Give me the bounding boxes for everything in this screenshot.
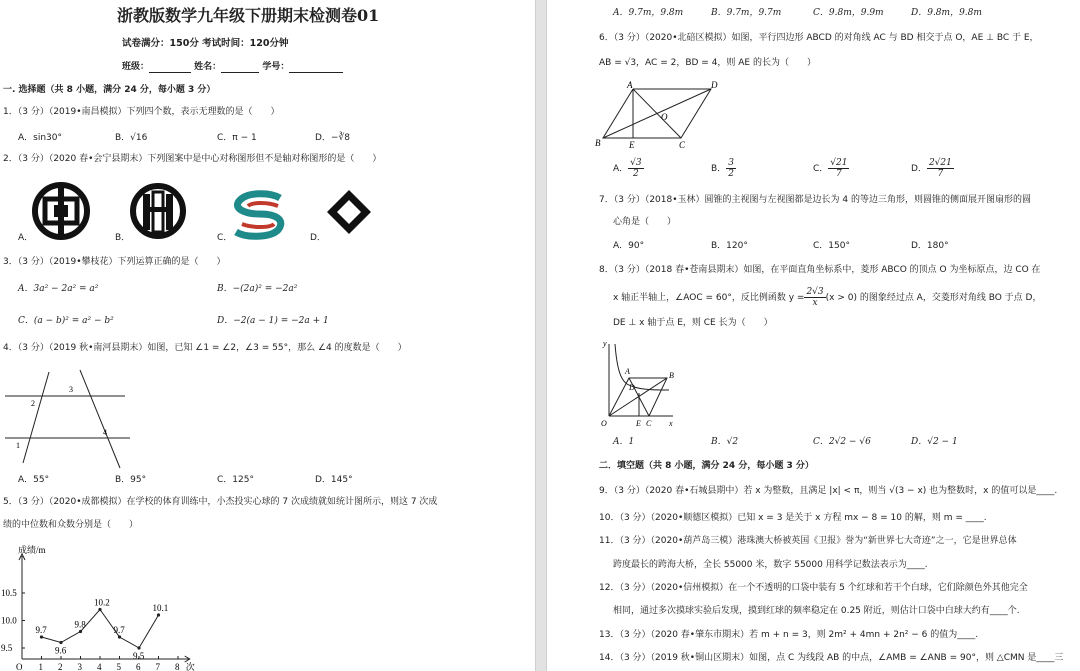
q5-option-a[interactable]: A．9.7m，9.8m [613,8,684,18]
angle-label: 3 [69,385,73,394]
q1-option-b[interactable]: B．√16 [115,133,148,143]
q8-stem-line3: DE ⊥ x 轴于点 E，则 CE 长为（ ） [613,318,773,328]
q7-option-d[interactable]: D．180° [911,241,949,251]
q9-stem: 9．（3 分）（2020 春•石城县期中）若 x 为整数，且满足 |x| < π，则当 √(3 − x) 也为整数时，x 的值可以是____. [599,486,1058,496]
q10-stem: 10．（3 分）（2020•顺德区模拟）已知 x = 3 是关于 x 方程 mx − 8 = 10 的解，则 m = ____. [599,513,987,523]
q3-option-a[interactable]: A．3a² − 2a² = a² [18,284,99,294]
data-point [118,635,121,638]
series-line [42,610,159,649]
point-label: O [661,112,668,122]
q1-option-a[interactable]: A．sin30° [18,133,63,143]
x-tick-label: 3 [77,662,82,671]
x-tick-label: 6 [136,662,141,671]
q5-option-d[interactable]: D．9.8m，9.8m [911,8,982,18]
q1-option-d[interactable]: D．−∛8 [315,133,350,143]
q3-option-d[interactable]: D．−2(a − 1) = −2a + 1 [217,316,329,326]
student-info [122,61,343,73]
q1-stem: 1．（3 分）（2019•南昌模拟）下列四个数，表示无理数的是（ ） [3,107,280,117]
point-label: C [646,419,652,428]
q2-option-c[interactable]: C． [217,233,233,243]
q7-option-c[interactable]: C．150° [813,241,850,251]
left-page [0,0,535,671]
parallel-lines-figure [5,368,135,468]
parallelogram-figure [595,80,724,152]
x-tick-label: 8 [175,662,180,671]
q7-option-a[interactable]: A．90° [613,241,645,251]
id-blank[interactable] [289,72,343,73]
right-page [547,0,1080,671]
q6-stem-line1: 6．（3 分）（2020•北碚区模拟）如图，平行四边形 ABCD 的对角线 AC 与 BD 相交于点 O，AE ⊥ BC 于 E， [599,33,1039,43]
q14-stem: 14．（3 分）（2019 秋•铜山区期末）如图，点 C 为线段 AB 的中点，∠AMB = ∠ANB = 90°，则 △CMN 是____三 [599,653,1064,663]
q8-option-a[interactable]: A．1 [613,437,635,447]
point-label: A [625,367,630,376]
q2-option-b[interactable]: B． [115,233,131,243]
q6-stem-line2: AB = √3，AC = 2，BD = 4，则 AE 的长为（ ） [599,58,816,68]
q3-option-c[interactable]: C．(a − b)² = a² − b² [18,316,114,326]
q4-option-d[interactable]: D．145° [315,475,353,485]
bank-logo-3-icon [230,190,292,240]
data-label: 9.7 [35,625,47,635]
data-point [137,646,140,649]
q2-stem: 2．（3 分）（2020 春•会宁县期末）下列图案中是中心对称图形但不是轴对称图形的是（ ） [3,154,382,164]
bank-logo-2-icon [127,180,189,242]
q12-stem-line1: 12．（3 分）（2020•信州模拟）在一个不透明的口袋中装有 5 个红球和若干个白球，它们除颜色外其他完全 [599,583,1028,593]
data-label: 9.8 [74,619,86,630]
q7-stem-line2: 心角是（ ） [613,217,677,227]
angle-label: 2 [31,399,35,408]
data-point [79,630,82,633]
q5-stem-line2: 绩的中位数和众数分别是（ ） [3,520,139,530]
point-label: D [711,80,718,90]
chart-xlabel: 次 [185,662,195,671]
q5-option-c[interactable]: C．9.8m，9.9m [813,8,884,18]
q5-stem-line1: 5．（3 分）（2020•成都模拟）在学校的体育训练中，小杰投实心球的 7 次成绩就如统计图所示，则这 7 次成 [3,497,438,507]
section-choice: 一. 选择题（共 8 小题，满分 24 分，每小题 3 分） [3,85,216,95]
angle-label: 4 [103,428,107,437]
axis-label: y [603,339,607,348]
point-label: D [629,383,635,392]
q2-option-a[interactable]: A． [18,233,34,243]
data-point [59,641,62,644]
point-label: E [636,419,641,428]
q4-stem: 4．（3 分）（2019 秋•南河县期末）如图，已知 ∠1 = ∠2，∠3 = 55°，那么 ∠4 的度数是（ ） [3,343,407,353]
exam-meta: 试卷满分：150分 考试时间：120分钟 [122,38,289,49]
data-label: 10.1 [152,603,169,613]
q1-option-c[interactable]: C．π − 1 [217,133,257,143]
score-line-chart [0,540,200,671]
data-label: 10.2 [94,597,110,608]
q5-option-b[interactable]: B．9.7m，9.7m [711,8,782,18]
q4-option-b[interactable]: B．95° [115,475,147,485]
data-label: 9.7 [113,625,125,635]
y-tick-label: 10.5 [1,588,17,598]
y-tick-label: 9.5 [1,643,13,653]
x-tick-label: 7 [155,662,160,671]
rhombus-figure [603,340,683,430]
q8-stem-line2: x 轴正半轴上，∠AOC = 60°，反比例函数 y = $\frac{2√3}{x}$ (x > 0) 的图象经过点 A，交菱形对角线 BO 于点 D， [613,287,1042,308]
bank-logo-1-icon [30,180,92,242]
q7-option-b[interactable]: B．120° [711,241,748,251]
point-label: E [629,140,635,150]
q2-option-d[interactable]: D． [310,233,326,243]
y-tick-label: 10.0 [1,615,17,626]
point-label: O [601,419,607,428]
q13-stem: 13．（3 分）（2020 春•肇东市期末）若 m + n = 3，则 2m² + 4mn + 2n² − 6 的值为____. [599,630,979,640]
q8-option-b[interactable]: B．√2 [711,437,739,447]
point-label: A [627,80,633,90]
x-tick-label: 1 [38,662,43,671]
x-tick-label: O [16,662,23,671]
q12-stem-line2: 相同，通过多次摸球实验后发现，摸到红球的频率稳定在 0.25 附近，则估计口袋中白球大约有____个. [613,606,1020,616]
point-label: C [679,140,686,150]
chart-ylabel: 成绩/m [18,545,46,555]
name-label: 姓名： [194,62,222,72]
page-gutter [535,0,547,671]
x-tick-label: 5 [116,662,121,671]
point-label: B [669,371,674,380]
q6-option-d[interactable]: D． $\frac{2√21}{7}$ [911,158,952,179]
q4-option-c[interactable]: C．125° [217,475,254,485]
q4-option-a[interactable]: A．55° [18,475,50,485]
data-point [40,635,43,638]
data-label: 9.6 [55,645,67,656]
x-tick-label: 2 [58,662,63,671]
bank-logo-4-icon [325,188,375,238]
q6-option-c[interactable]: C． $\frac{√21}{7}$ [813,158,848,179]
q3-stem: 3．（3 分）（2019•攀枝花）下列运算正确的是（ ） [3,257,226,267]
point-label: B [595,138,601,148]
q8-option-c[interactable]: C．2√2 − √6 [813,437,871,447]
section-fill-blank: 二．填空题（共 8 小题，满分 24 分，每小题 3 分） [599,461,814,471]
q7-stem-line1: 7．（3 分）（2018•玉林）圆锥的主视图与左视图都是边长为 4 的等边三角形，则圆锥的侧面展开图扇形的圆 [599,195,1031,205]
q8-option-d[interactable]: D．√2 − 1 [911,437,958,447]
q8-stem-line1: 8．（3 分）（2018 春•苍南县期末）如图，在平面直角坐标系中，菱形 ABCO 的顶点 O 为坐标原点，边 CO 在 [599,265,1041,275]
angle-label: 1 [16,441,20,450]
data-label: 9.5 [133,651,145,661]
q6-option-a[interactable]: A． $\frac{√3}{2}$ [613,158,642,179]
name-blank[interactable] [221,72,259,73]
id-label: 学号： [262,62,290,72]
q6-option-b[interactable]: B． $\frac{3}{2}$ [711,158,734,179]
class-blank[interactable] [149,72,191,73]
q11-stem-line2: 跨度最长的跨海大桥，全长 55000 米，数字 55000 用科学记数法表示为____. [613,560,928,570]
data-point [98,608,101,611]
q11-stem-line1: 11．（3 分）（2020•葫芦岛三模）港珠澳大桥被英国《卫报》誉为“新世界七大奇迹”之一，它是世界总体 [599,536,1017,546]
page-title: 浙教版数学九年级下册期末检测卷01 [117,6,380,25]
q3-option-b[interactable]: B．−(2a)² = −2a² [217,284,298,294]
axis-label: x [669,419,673,428]
data-point [157,613,160,616]
x-tick-label: 4 [97,662,102,671]
class-label: 班级： [122,62,150,72]
